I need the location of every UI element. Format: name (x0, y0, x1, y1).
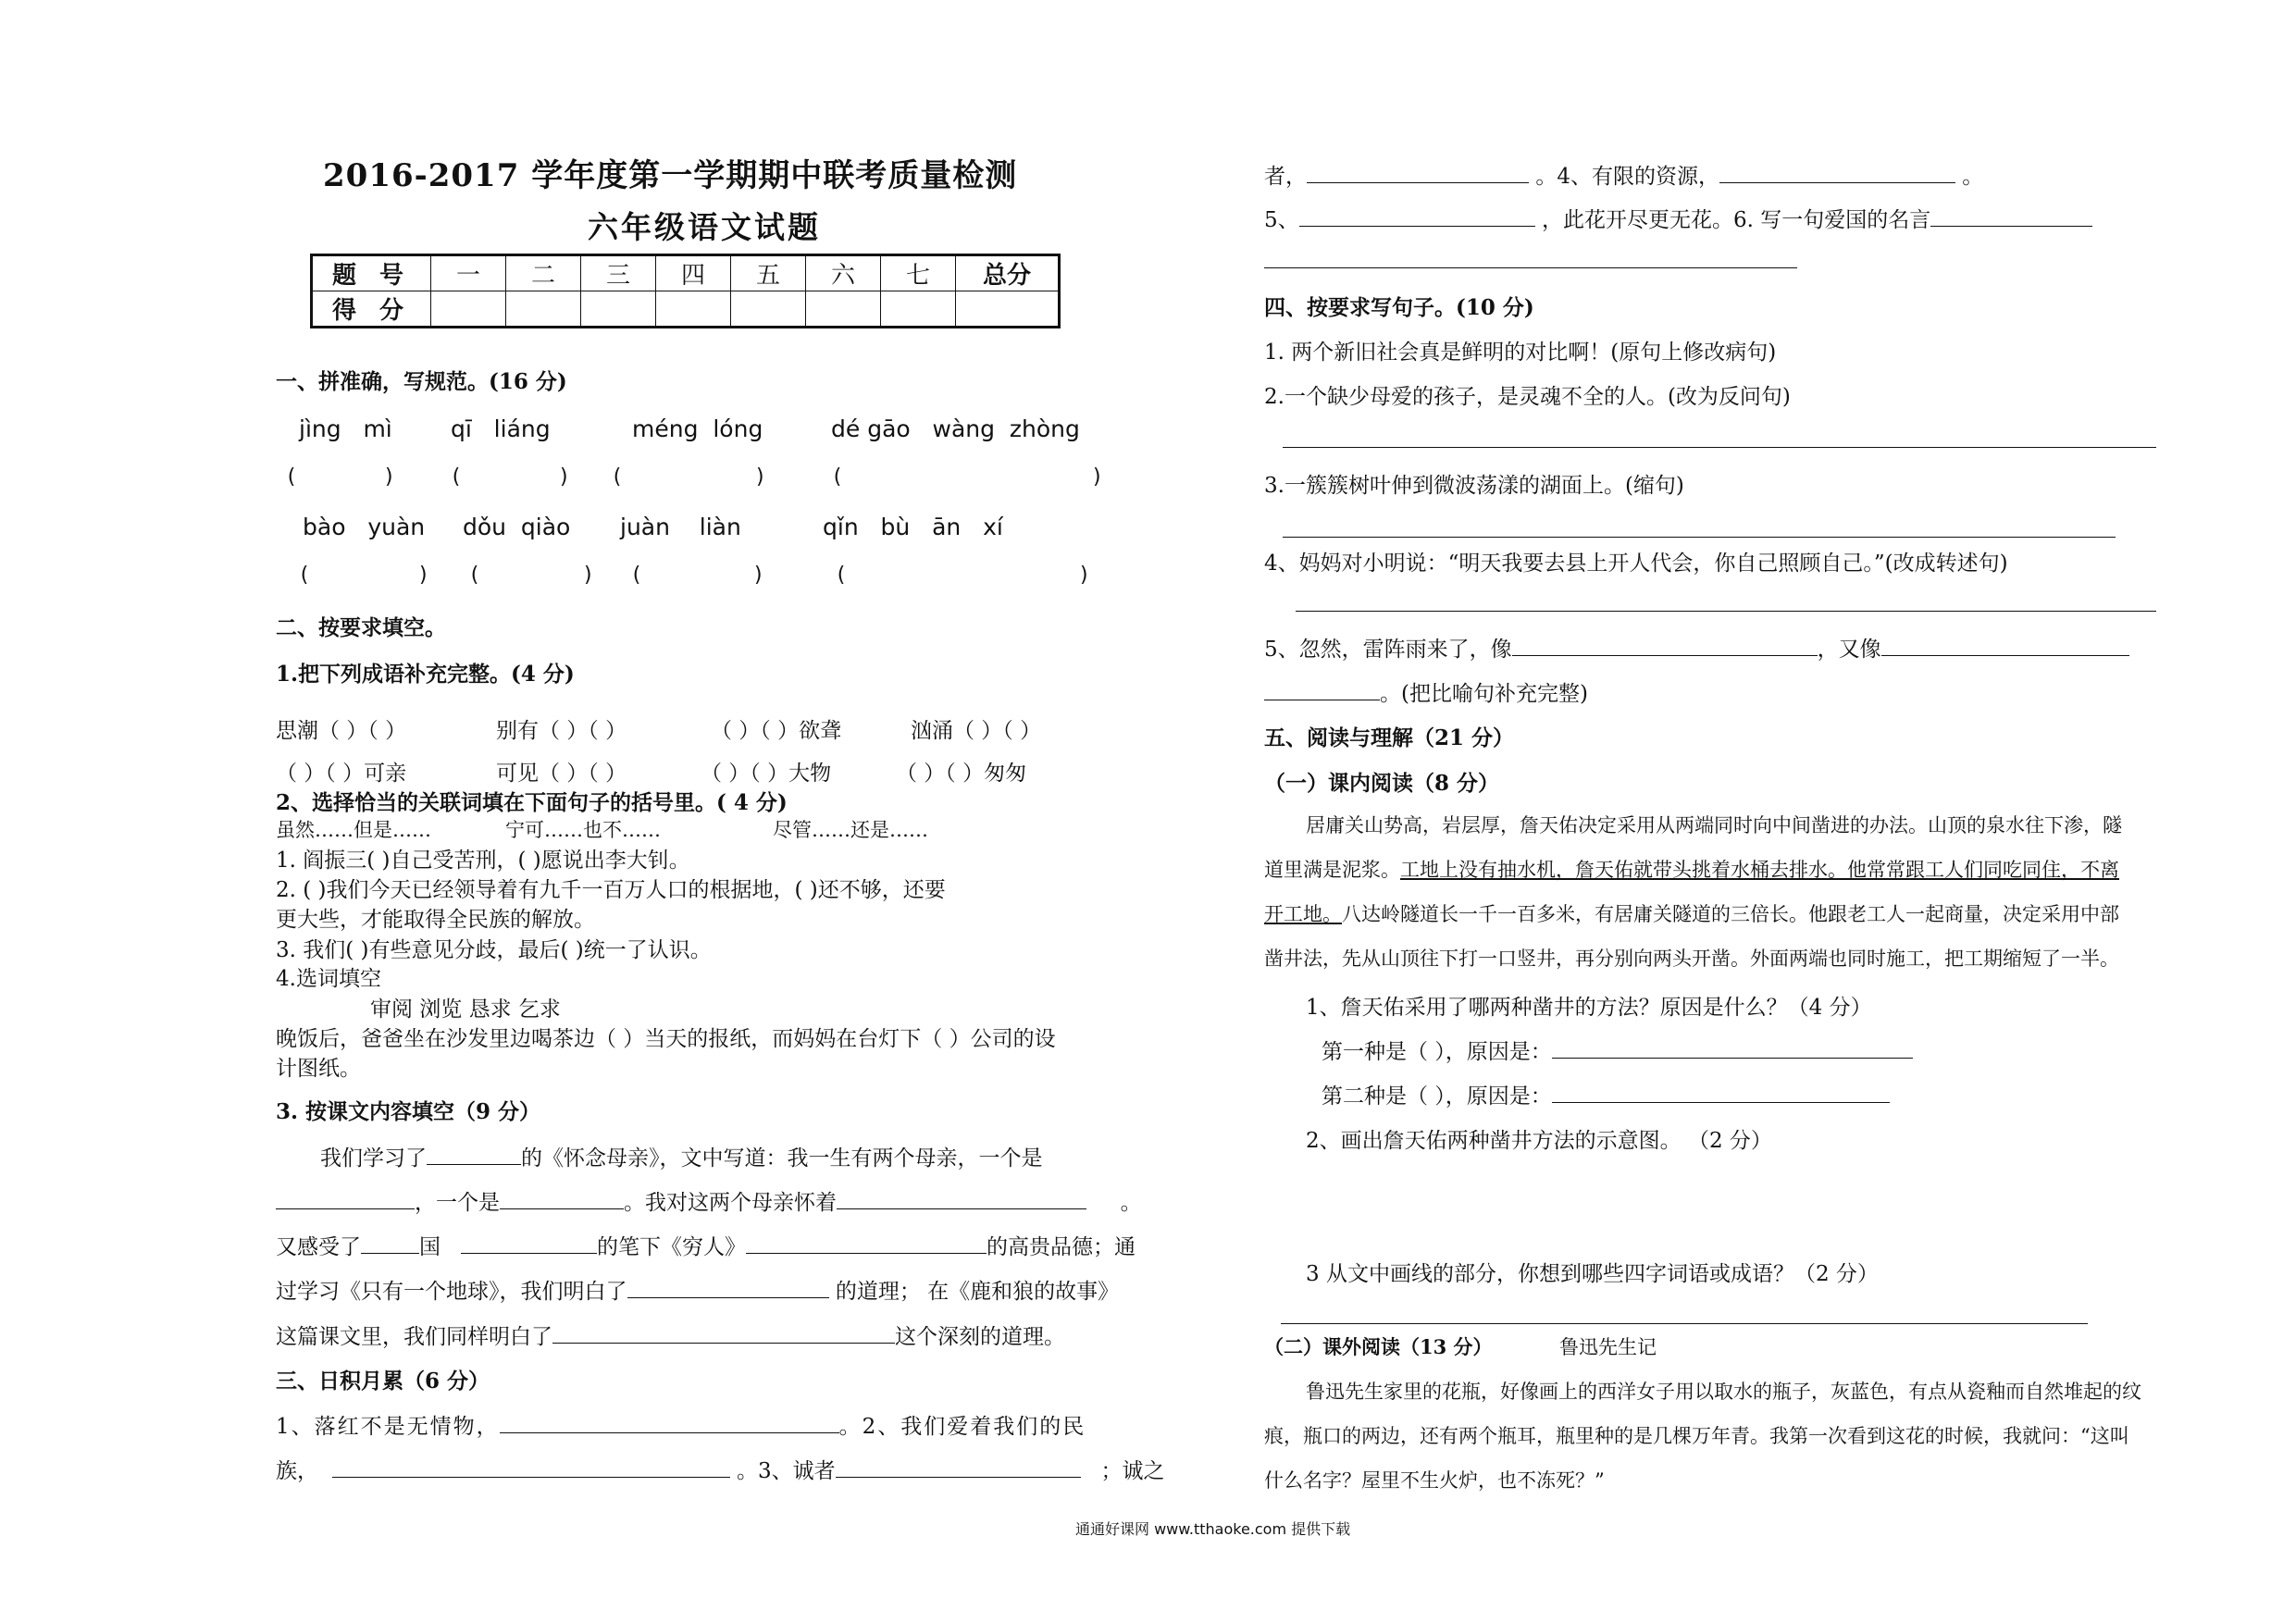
answer-line[interactable] (1264, 267, 1797, 268)
text: 过学习《只有一个地球》，我们明白了 (276, 1280, 627, 1304)
pinyin-word (463, 514, 570, 540)
blank[interactable] (1552, 1101, 1890, 1103)
underlined-text: 工地上没有抽水机，詹天佑就带头挑着水桶去排水。他常常跟工人们同吃同住，不离 (1400, 859, 2119, 881)
pinyin: dǒu (463, 514, 507, 540)
text: 。我对这两个母亲怀着 (624, 1191, 837, 1215)
blank[interactable] (627, 1296, 829, 1298)
q2-3-line-4 (276, 1274, 1119, 1305)
blank[interactable] (836, 1476, 1081, 1478)
text: 国 (419, 1235, 441, 1259)
text: 。4、有限的资源， (1535, 165, 1719, 189)
answer-paren-open: ( (835, 564, 848, 587)
text: 。2、我们爱着我们的民 (838, 1415, 1086, 1439)
idiom-item: （ ）（ ）大物 (701, 762, 832, 786)
score-cell: 五 (731, 255, 806, 291)
pinyin-word (632, 415, 763, 442)
idiom-item: 思潮（ ）（ ） (276, 719, 407, 743)
conjunction-option: 虽然……但是…… (276, 819, 431, 841)
score-input-cell[interactable] (506, 291, 581, 328)
pinyin: liàn (699, 514, 741, 540)
blank[interactable] (332, 1476, 730, 1478)
answer-paren-close: ) (752, 564, 765, 587)
blank[interactable] (1264, 699, 1380, 700)
blank[interactable] (276, 1208, 415, 1209)
score-cell: 六 (806, 255, 881, 291)
pinyin: bào (303, 514, 346, 540)
section-5-heading: 五、阅读与理解（21 分） (1264, 725, 1515, 750)
exam-title: 2016-2017 学年度第一学期期中联考质量检测 (323, 157, 1018, 194)
answer-paren-open: ( (468, 564, 481, 587)
blank[interactable] (1719, 181, 1955, 183)
score-cell: 总分 (956, 255, 1060, 291)
text: 者， (1264, 165, 1307, 189)
answer-line[interactable] (1281, 1323, 2088, 1324)
score-input-cell[interactable] (656, 291, 731, 328)
score-cell: 题 号 (312, 255, 431, 291)
s5-sub1-heading: （一）课内阅读（8 分） (1264, 771, 1500, 796)
conjunction-option: 宁可……也不…… (505, 819, 661, 841)
idiom-item: （ ）（ ）可亲 (276, 762, 407, 786)
score-cell: 七 (881, 255, 956, 291)
q2-2-item-2: 2. ( )我们今天已经领导着有九千一百万人口的根据地，( )还不够，还要 (276, 878, 946, 902)
pinyin: qǐn (823, 514, 859, 540)
text: 5、忽然，雷阵雨来了，像 (1264, 638, 1512, 662)
s4-q2: 2.一个缺少母爱的孩子，是灵魂不全的人。(改为反问句) (1264, 385, 1791, 409)
pinyin: wàng (932, 415, 996, 442)
q2-3-line-2 (276, 1185, 1142, 1216)
answer-paren-close: ) (1078, 564, 1091, 587)
underlined-text: 开工地。 (1264, 903, 1342, 925)
q2-2-heading: 2、选择恰当的关联词填在下面句子的括号里。( 4 分) (276, 790, 788, 815)
idiom-item: 别有（ ）（ ） (496, 719, 627, 743)
passage-line (1264, 899, 2119, 927)
q2-3-line-3 (276, 1230, 1136, 1260)
s4-q5-cont (1264, 676, 1588, 707)
score-table-header-row (312, 255, 1060, 291)
text: 八达岭隧道长一千一百多米，有居庸关隧道的三倍长。他跟老工人一起商量，决定采用中部 (1342, 903, 2119, 925)
s3-line-1 (276, 1409, 1086, 1440)
passage-line (1264, 855, 2119, 883)
passage-line: 凿井法，先从山顶往下打一口竖井，再分别向两头开凿。外面两端也同时施工，把工期缩短了一半。 (1264, 948, 2119, 970)
text: 第一种是（ ），原因是： (1322, 1040, 1552, 1064)
score-input-cell[interactable] (581, 291, 656, 328)
score-table-score-row (312, 291, 1060, 328)
s4-q3: 3.一簇簇树叶伸到微波荡漾的湖面上。(缩句) (1264, 474, 1684, 498)
text: ；诚之 (1100, 1459, 1165, 1483)
answer-paren-open: ( (831, 465, 844, 489)
s3-line-4 (1264, 203, 2092, 233)
pinyin-word (823, 514, 1003, 540)
pinyin: qiào (520, 514, 571, 540)
passage-line: 鲁迅先生家里的花瓶，好像画上的西洋女子用以取水的瓶子，灰蓝色，有点从瓷釉而自然堆起的纹 (1306, 1381, 2141, 1403)
text: 。3、诚者 (736, 1459, 836, 1483)
section-2-heading: 二、按要求填空。 (276, 615, 446, 640)
s3-line-3 (1264, 159, 1983, 190)
answer-paren-close: ) (1091, 465, 1104, 489)
text: 的道理； 在《鹿和狼的故事》 (835, 1280, 1120, 1304)
answer-line[interactable] (1283, 447, 2156, 448)
idiom-item: （ ）（ ）欲聋 (711, 719, 842, 743)
blank[interactable] (461, 1252, 597, 1254)
conjunction-option: 尽管……还是…… (773, 819, 928, 841)
blank[interactable] (1299, 225, 1535, 227)
section-3-heading: 三、日积月累（6 分） (276, 1369, 490, 1394)
answer-paren-close: ) (582, 564, 595, 587)
pinyin: qī (451, 415, 472, 442)
pinyin: méng (632, 415, 699, 442)
pinyin: mì (363, 415, 392, 442)
pinyin: ān (932, 514, 962, 540)
answer-paren-close: ) (558, 465, 571, 489)
pinyin: gāo (867, 415, 911, 442)
s4-q4: 4、妈妈对小明说：“明天我要去县上开人代会，你自己照顾自己。”(改成转述句) (1264, 551, 2008, 576)
passage-line: 什么名字？屋里不生火炉，也不冻死？” (1264, 1469, 1605, 1492)
q2-2-item-4: 4.选词填空 (276, 967, 381, 991)
answer-paren-open: ( (285, 465, 298, 489)
s5-q1-second (1322, 1079, 1890, 1109)
blank[interactable] (1512, 654, 1818, 656)
pinyin-word (299, 415, 392, 442)
blank[interactable] (552, 1342, 895, 1344)
pinyin: bù (880, 514, 911, 540)
score-input-cell[interactable] (431, 291, 506, 328)
pinyin: zhòng (1009, 415, 1080, 442)
answer-paren-close: ) (383, 465, 396, 489)
answer-paren-open: ( (611, 465, 624, 489)
s5-sub2-article-title: 鲁迅先生记 (1559, 1336, 1657, 1358)
word-choice-list: 审阅 浏览 恳求 乞求 (370, 997, 561, 1022)
text: 的《怀念母亲》，文中写道：我一生有两个母亲，一个是 (521, 1146, 1043, 1171)
text: 的笔下《穷人》 (596, 1235, 746, 1259)
s5-q3: 3 从文中画线的部分，你想到哪些四字词语或成语？（2 分） (1306, 1262, 1879, 1286)
pinyin-word (451, 415, 551, 442)
s5-sub2-heading: （二）课外阅读（13 分） (1264, 1335, 1493, 1358)
q2-3-line-5 (276, 1319, 1065, 1350)
answer-paren-open: ( (630, 564, 643, 587)
answer-paren-open: ( (298, 564, 311, 587)
text: 我们学习了 (320, 1146, 427, 1171)
blank[interactable] (361, 1252, 419, 1254)
section-1-heading: 一、拼准确，写规范。(16 分) (276, 369, 567, 394)
pinyin: juàn (620, 514, 670, 540)
pinyin: lóng (713, 415, 763, 442)
blank[interactable] (746, 1252, 987, 1254)
exam-subtitle: 六年级语文试题 (588, 209, 821, 245)
s5-q1-first (1322, 1035, 1913, 1065)
idiom-item: 汹涌（ ）（ ） (911, 719, 1042, 743)
s5-q1: 1、詹天佑采用了哪两种凿井的方法？原因是什么？（4 分） (1306, 996, 1872, 1020)
s4-q1: 1. 两个新旧社会真是鲜明的对比啊！(原句上修改病句) (1264, 341, 1777, 365)
blank[interactable] (1307, 181, 1529, 183)
text: 又感受了 (276, 1235, 361, 1259)
pinyin: liáng (493, 415, 551, 442)
score-input-cell[interactable] (881, 291, 956, 328)
idiom-item: （ ）（ ）匆匆 (896, 762, 1027, 786)
score-cell: 二 (506, 255, 581, 291)
q2-3-heading: 3. 按课文内容填空（9 分） (276, 1099, 541, 1124)
answer-paren-close: ) (417, 564, 430, 587)
pinyin-word (831, 415, 1080, 442)
s3-line-2 (276, 1454, 1165, 1484)
score-input-cell[interactable] (956, 291, 1060, 328)
blank[interactable] (500, 1208, 624, 1209)
text: 族， (276, 1459, 318, 1483)
score-input-cell[interactable] (806, 291, 881, 328)
pinyin: yuàn (367, 514, 426, 540)
text: 1、落红不是无情物， (276, 1415, 500, 1439)
score-cell: 四 (656, 255, 731, 291)
text: 这篇课文里，我们同样明白了 (276, 1325, 552, 1349)
pinyin-word (303, 514, 425, 540)
blank[interactable] (1881, 654, 2129, 656)
text: ，又像 (1817, 638, 1881, 662)
pinyin: xí (983, 514, 1003, 540)
passage-line: 痕，瓶口的两边，还有两个瓶耳，瓶里种的是几棵万年青。我第一次看到这花的时候，我就问：“这叫 (1264, 1425, 2129, 1447)
score-cell: 一 (431, 255, 506, 291)
text: 的高贵品德；通 (986, 1235, 1136, 1259)
answer-line[interactable] (1283, 537, 2116, 538)
blank[interactable] (1930, 225, 2092, 227)
score-table (310, 254, 1061, 328)
text: 。(把比喻句补充完整) (1380, 682, 1588, 706)
q2-2-item-2-cont: 更大些，才能取得全民族的解放。 (276, 908, 595, 932)
pinyin: dé (831, 415, 861, 442)
blank[interactable] (1552, 1057, 1913, 1059)
text: 。 (1120, 1191, 1142, 1215)
q2-2-item-1: 1. 阎振三( )自己受苦刑，( )愿说出李大钊。 (276, 849, 690, 873)
q2-2-item-4-sentence-cont: 计图纸。 (276, 1057, 361, 1081)
text: 5、 (1264, 208, 1299, 232)
blank[interactable] (837, 1208, 1086, 1209)
answer-paren-open: ( (450, 465, 463, 489)
text: ，一个是 (415, 1191, 500, 1215)
text: 第二种是（ ），原因是： (1322, 1084, 1552, 1109)
text: 。 (1962, 165, 1984, 189)
s5-q2: 2、画出詹天佑两种凿井方法的示意图。 （2 分） (1306, 1129, 1772, 1153)
score-row-label: 得 分 (312, 291, 431, 328)
section-4-heading: 四、按要求写句子。(10 分) (1264, 295, 1534, 320)
score-cell: 三 (581, 255, 656, 291)
blank[interactable] (500, 1431, 839, 1433)
q2-1-heading: 1.把下列成语补充完整。(4 分) (276, 662, 575, 687)
pinyin: jìng (299, 415, 341, 442)
text: ，此花开尽更无花。6. 写一句爱国的名言 (1541, 208, 1931, 232)
q2-2-item-3: 3. 我们( )有些意见分歧，最后( )统一了认识。 (276, 938, 712, 962)
q2-2-item-4-sentence: 晚饭后，爸爸坐在沙发里边喝茶边（ ）当天的报纸，而妈妈在台灯下（ ）公司的设 (276, 1027, 1056, 1051)
blank[interactable] (427, 1163, 521, 1165)
answer-line[interactable] (1296, 611, 2156, 612)
footer-credit: 通通好课网 www.tthaoke.com 提供下载 (1075, 1520, 1351, 1538)
text: 道里满是泥浆。 (1264, 859, 1400, 881)
score-input-cell[interactable] (731, 291, 806, 328)
pinyin-word (620, 514, 741, 540)
passage-line: 居庸关山势高，岩层厚，詹天佑决定采用从两端同时向中间凿进的办法。山顶的泉水往下渗，隧 (1306, 814, 2122, 836)
s4-q5 (1264, 632, 2129, 663)
answer-paren-close: ) (754, 465, 767, 489)
q2-3-line-1 (320, 1141, 1043, 1171)
idiom-item: 可见（ ）（ ） (496, 762, 627, 786)
text: 这个深刻的道理。 (895, 1325, 1065, 1349)
